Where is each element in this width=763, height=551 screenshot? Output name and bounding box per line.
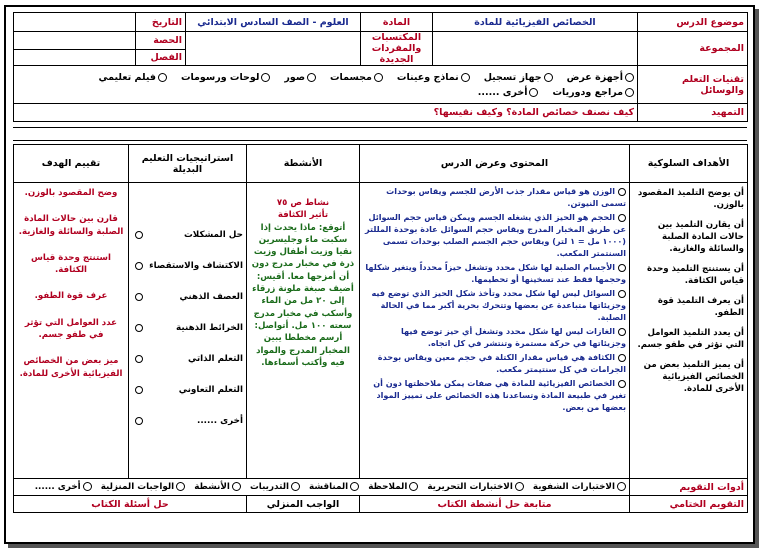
eval-tool-checkbox[interactable] bbox=[291, 482, 300, 491]
strategy-item[interactable] bbox=[132, 250, 243, 281]
eval-tool-checkbox[interactable] bbox=[83, 482, 92, 491]
tool-option[interactable] bbox=[552, 85, 634, 100]
tool-checkbox[interactable] bbox=[625, 73, 634, 82]
assessment-item: قارن بين حالات المادة الصلبة والسائلة والغازية. bbox=[18, 214, 124, 237]
strategy-label: الخرائط الذهنية bbox=[176, 322, 243, 333]
divider bbox=[13, 127, 747, 128]
content-item bbox=[363, 287, 626, 323]
eval-tool-option-label: التدريبات bbox=[249, 482, 290, 492]
eval-tool-option-label: الواجبات المنزلية bbox=[100, 482, 175, 492]
vocab-label: المكتسبات والمفردات الجديدة bbox=[361, 32, 433, 66]
book-questions: حل أسئلة الكتاب bbox=[14, 496, 247, 513]
objective-item: أن يوضح التلميذ المقصود بالوزن. bbox=[637, 188, 744, 210]
eval-tool-option[interactable] bbox=[427, 482, 524, 492]
course-label: المادة bbox=[361, 13, 433, 32]
col-assessment-header: تقييم الهدف bbox=[14, 145, 129, 183]
eval-tool-option[interactable] bbox=[533, 482, 626, 492]
strategy-label: العصف الذهني bbox=[179, 291, 243, 302]
content-item bbox=[363, 261, 626, 285]
strategy-checkbox[interactable] bbox=[135, 262, 143, 270]
tool-option-label: جهاز تسجيل bbox=[483, 71, 542, 83]
assessment-item: عرف قوة الطفو. bbox=[34, 291, 108, 302]
divider bbox=[13, 140, 747, 141]
activity-body: أتوقع: ماذا يحدث إذا سكبت ماء وجليسرين نقيا وزيت أطفال وزيت ذرة في مخبار مدرج دون أن أمزجها معا. أقيس: أضيف صبغة ملونة زرقاء إلى ٢٠ مل من الماء وأسكب في مخبار مدرج سعته ١٠٠ مل. أتواصل: أرسم مخططا يبين المخبار المدرج والمواد فيه وأكتب أسماءها. bbox=[251, 222, 355, 368]
assessment-item: استنتج وحدة قياس الكثافة. bbox=[31, 252, 111, 276]
group-value bbox=[433, 32, 638, 66]
col-strategies-header: استراتيجيات التعليم البديلة bbox=[129, 145, 247, 183]
eval-tool-checkbox[interactable] bbox=[350, 482, 359, 491]
tool-option[interactable] bbox=[397, 70, 470, 85]
strategy-label: التعلم الذاتي bbox=[187, 353, 243, 364]
content-text: السوائل ليس لها شكل محدد وتأخذ شكل الحيز الذي توضع فيه وجزيئاتها متباعدة عن بعضها وتتحرك بحرية أكبر مما في الحالة الصلبة. bbox=[371, 288, 626, 322]
eval-tool-option[interactable] bbox=[35, 482, 92, 492]
strategy-checkbox[interactable] bbox=[135, 355, 143, 363]
vocab-value bbox=[186, 32, 361, 66]
tool-option[interactable] bbox=[484, 70, 553, 85]
assessment-item: وضح المقصود بالوزن. bbox=[24, 188, 118, 198]
eval-tool-checkbox[interactable] bbox=[409, 482, 418, 491]
intro-label: التمهيد bbox=[638, 104, 748, 122]
strategy-label: حل المشكلات bbox=[183, 229, 243, 240]
content-text: الكثافة هي قياس مقدار الكتلة في حجم معين ويقاس بوحدة الجرامات في كل سنتيمتر مكعب. bbox=[377, 352, 626, 374]
strategy-label: أخرى ...... bbox=[196, 415, 243, 426]
col-activities-header: الأنشطة bbox=[247, 145, 360, 183]
assessment-item: عدد العوامل التي تؤثر في طفو جسم. bbox=[24, 317, 118, 341]
content-item bbox=[363, 377, 626, 413]
tool-option-label: مجسمات bbox=[330, 71, 372, 83]
eval-tool-option-label: الملاحظة bbox=[368, 482, 408, 492]
eval-tool-checkbox[interactable] bbox=[176, 482, 185, 491]
content-item bbox=[363, 351, 626, 375]
period-label: الحصة bbox=[136, 32, 186, 50]
content-text: الغازات ليس لها شكل محدد وتشغل أي حيز توضع فيها وجزيئاتها في حركة مستمرة وتنتشر في كل اتجاه. bbox=[400, 326, 626, 348]
objective-item: أن يقارن التلميذ بين حالات المادة الصلبة والسائلة والغازية. bbox=[657, 220, 744, 254]
strategy-label: التعلم التعاوني bbox=[178, 384, 243, 395]
content-cell bbox=[360, 183, 630, 479]
content-text: الأجسام الصلبة لها شكل محدد وتشغل حيزاً محدداً ويتغير شكلها وحجمها فقط عند تسخينها أو تحطيمها. bbox=[365, 262, 626, 284]
content-text: الوزن هو قياس مقدار جذب الأرض للجسم ويقاس بوحدات تسمى النيوتن. bbox=[386, 186, 626, 208]
tool-option[interactable] bbox=[478, 85, 539, 100]
eval-tool-option[interactable] bbox=[250, 482, 300, 492]
eval-tool-option-label: أخرى ...... bbox=[34, 482, 81, 492]
bullet-icon bbox=[618, 380, 626, 388]
tool-option-label: لوحات ورسومات bbox=[180, 71, 260, 83]
tool-option-label: مراجع ودوريات bbox=[552, 86, 623, 98]
tool-checkbox[interactable] bbox=[261, 73, 270, 82]
tools-options bbox=[14, 66, 638, 104]
bullet-icon bbox=[618, 290, 626, 298]
class-value bbox=[14, 50, 136, 66]
bullet-icon bbox=[618, 354, 626, 362]
tool-checkbox[interactable] bbox=[625, 88, 634, 97]
tool-option[interactable] bbox=[567, 70, 634, 85]
bullet-icon bbox=[618, 214, 626, 222]
tool-checkbox[interactable] bbox=[544, 73, 553, 82]
eval-tool-option[interactable] bbox=[309, 482, 359, 492]
bullet-icon bbox=[618, 328, 626, 336]
content-item bbox=[363, 185, 626, 209]
group-label: المجموعة bbox=[638, 32, 748, 66]
tool-checkbox[interactable] bbox=[461, 73, 470, 82]
eval-tool-option[interactable] bbox=[194, 482, 241, 492]
strategy-item[interactable] bbox=[132, 219, 243, 250]
objective-item: أن يميز التلميذ بعض من الخصائص الفيزيائية الأخرى للمادة. bbox=[643, 360, 744, 394]
tool-checkbox[interactable] bbox=[307, 73, 316, 82]
eval-tool-option-label: الأنشطة bbox=[194, 482, 230, 492]
tool-checkbox[interactable] bbox=[158, 73, 167, 82]
tool-option-label: أجهزة عرض bbox=[566, 71, 623, 83]
subject-label: موضوع الدرس bbox=[638, 13, 748, 32]
strategy-checkbox[interactable] bbox=[135, 293, 143, 301]
content-item bbox=[363, 211, 626, 259]
bullet-icon bbox=[618, 264, 626, 272]
strategy-item[interactable] bbox=[132, 374, 243, 405]
tool-option-label: فيلم تعليمي bbox=[98, 71, 156, 83]
eval-tool-option-label: الاختبارات الشفوية bbox=[532, 482, 615, 492]
content-item bbox=[363, 325, 626, 349]
date-value bbox=[14, 13, 136, 32]
tool-option[interactable] bbox=[330, 70, 383, 85]
activity-subtitle: تأثير الكثافة bbox=[277, 210, 329, 221]
objective-item: أن يعدد التلميذ العوامل التي تؤثر في طفو جسم. bbox=[637, 328, 744, 350]
tool-option-label: صور bbox=[284, 71, 306, 83]
strategy-checkbox[interactable] bbox=[135, 417, 143, 425]
bullet-icon bbox=[618, 188, 626, 196]
class-label: الفصل bbox=[136, 50, 186, 66]
strategy-checkbox[interactable] bbox=[135, 324, 143, 332]
strategies-cell bbox=[129, 183, 247, 479]
course-value: العلوم - الصف السادس الابتدائي bbox=[186, 13, 361, 32]
strategy-item[interactable] bbox=[132, 405, 243, 436]
tool-checkbox[interactable] bbox=[529, 88, 538, 97]
final-eval-value: متابعة حل أنشطة الكتاب bbox=[360, 496, 630, 513]
tool-option-label: نماذج وعينات bbox=[396, 71, 459, 83]
strategy-item[interactable] bbox=[132, 281, 243, 312]
period-value bbox=[14, 32, 136, 50]
eval-tool-option[interactable] bbox=[101, 482, 186, 492]
strategy-checkbox[interactable] bbox=[135, 231, 143, 239]
main-table bbox=[13, 144, 748, 513]
assessment-cell bbox=[14, 183, 129, 479]
tool-option-label: أخرى ...... bbox=[477, 86, 528, 98]
strategy-item[interactable] bbox=[132, 312, 243, 343]
intro-value: كيف نصنف خصائص المادة؟ وكيف نقيسها؟ bbox=[14, 104, 638, 122]
objectives-cell bbox=[630, 183, 748, 479]
eval-tool-checkbox[interactable] bbox=[232, 482, 241, 491]
eval-tool-checkbox[interactable] bbox=[515, 482, 524, 491]
tool-option[interactable] bbox=[99, 70, 167, 85]
objective-item: أن يعرف التلميذ قوة الطفو. bbox=[657, 296, 744, 318]
homework-label: الواجب المنزلي bbox=[247, 496, 360, 513]
tool-checkbox[interactable] bbox=[374, 73, 383, 82]
strategy-checkbox[interactable] bbox=[135, 386, 143, 394]
col-content-header: المحتوى وعرض الدرس bbox=[360, 145, 630, 183]
strategy-label: الاكتشاف والاستقصاء bbox=[149, 260, 243, 271]
header-table bbox=[13, 12, 748, 122]
tool-option[interactable] bbox=[284, 70, 316, 85]
eval-tools-options bbox=[14, 479, 630, 496]
final-eval-label: التقويم الختامي bbox=[630, 496, 748, 513]
tools-label: تقنيات التعلم والوسائل bbox=[638, 66, 748, 104]
eval-tool-option[interactable] bbox=[368, 482, 418, 492]
content-text: الخصائص الفيزيائية للمادة هي صفات يمكن ملاحظتها دون أن تغير في طبيعة المادة وتساعدنا هذه الخصائص على تمييز المواد بعضها من بعض. bbox=[373, 378, 626, 412]
objective-item: أن يستنتج التلميذ وحدة قياس الكثافة. bbox=[647, 264, 744, 286]
eval-tool-option-label: الاختبارات التحريرية bbox=[427, 482, 513, 492]
subject-value: الخصائص الفيزيائية للمادة bbox=[433, 13, 638, 32]
strategy-item[interactable] bbox=[132, 343, 243, 374]
activity-title: نشاط ص ٧٥ bbox=[276, 198, 330, 208]
eval-tool-checkbox[interactable] bbox=[617, 482, 626, 491]
eval-tool-option-label: المناقشة bbox=[309, 482, 349, 492]
col-objectives-header: الأهداف السلوكية bbox=[630, 145, 748, 183]
tool-option[interactable] bbox=[181, 70, 270, 85]
eval-tools-label: أدوات التقويم bbox=[630, 479, 748, 496]
date-label: التاريخ bbox=[136, 13, 186, 32]
content-text: الحجم هو الحيز الذي يشغله الجسم ويمكن قياس حجم السوائل عن طريق المخبار المدرج ويقاس حجم السوائل عادة بوحدة المللتر (١٠٠٠ مل = ١ لتر) ويقاس حجم الجسم الصلب بوحدات تسمى السنتمتر المكعب. bbox=[364, 212, 626, 258]
assessment-item: ميز بعض من الخصائص الفيزيائية الأخرى للمادة. bbox=[19, 356, 123, 379]
activity-cell bbox=[247, 183, 360, 479]
